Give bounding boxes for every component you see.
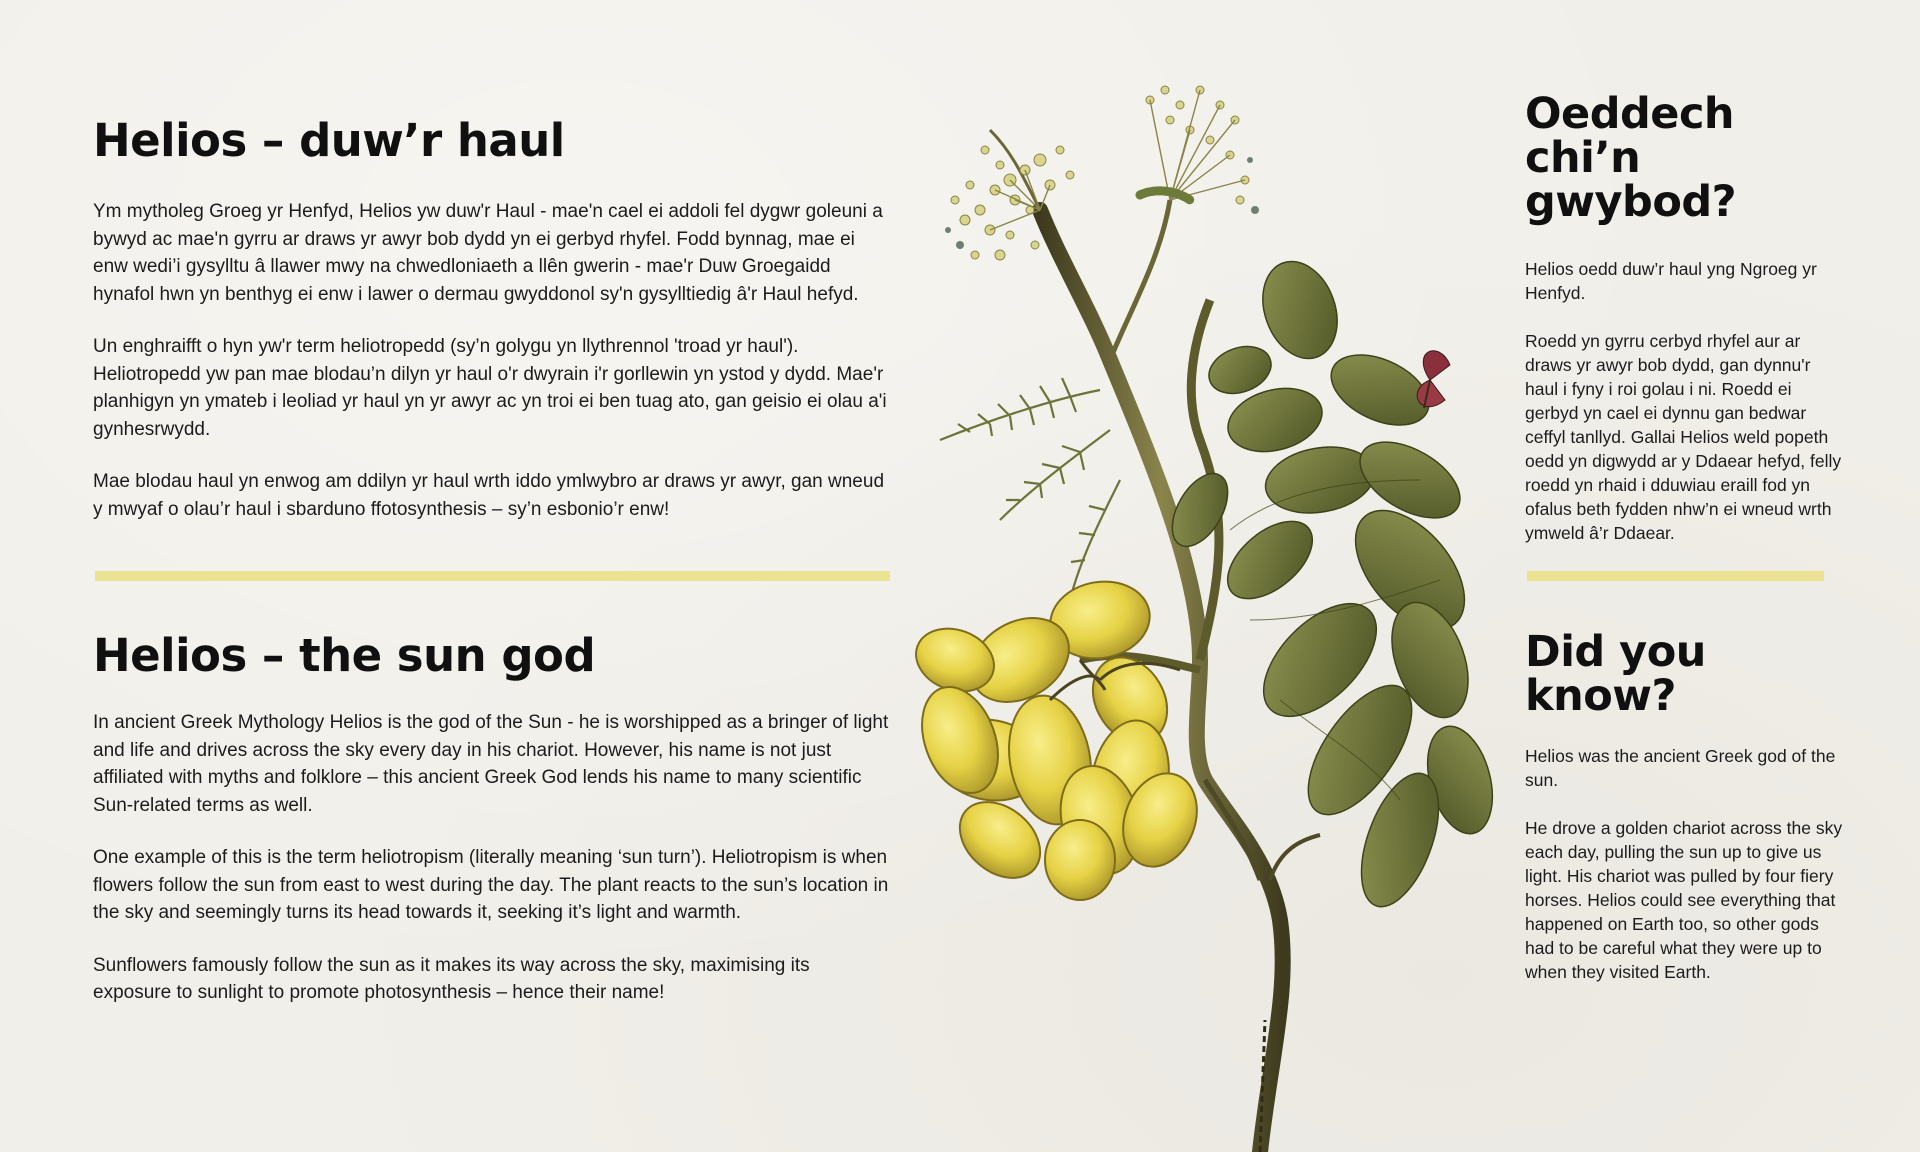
english-article [93, 630, 893, 1007]
fern-leaves [940, 378, 1120, 600]
welsh-article [93, 115, 893, 523]
welsh-aside-paragraph-2: Roedd yn gyrru cerbyd rhyfel aur ar draws yr awyr bob dydd, gan dynnu'r haul i fyny i roi golau i ni. Roedd ei gerbyd yn cael ei dynnu gan bedwar ceffyl tanllyd. Gallai Helios weld popeth oedd yn digwydd ar y Ddaear hefyd, felly roedd yn rhaid i dduwiau eraill fod yn ofalus beth fydden nhw’n ei wneud wrth ymweld â’r Ddaear. [1525, 331, 1842, 543]
left-divider [95, 571, 890, 581]
english-aside-paragraph-2: He drove a golden chariot across the sky each day, pulling the sun up to give us light. His chariot was pulled by four fiery horses. Helios could see everything that happened on Earth too, so other gods had to be careful what they were up to when they visited Earth. [1525, 818, 1843, 982]
flower-clusters [951, 86, 1249, 260]
english-article-title: Helios – the sun god [93, 629, 596, 682]
welsh-paragraph-3: Mae blodau haul yn enwog am ddilyn yr haul wrth iddo ymlwybro ar draws yr awyr, gan wneud y mwyaf o olau’r haul i sbarduno ffotosynthesis – sy’n esbonio’r enw! [93, 471, 885, 520]
english-did-you-know [1525, 627, 1845, 984]
english-paragraph-3: Sunflowers famously follow the sun as it makes its way across the sky, maximising its exposure to sunlight to promote photosynthesis – hence their name! [93, 954, 810, 1003]
right-divider [1527, 571, 1824, 581]
butterfly [1417, 351, 1450, 408]
welsh-article-body [93, 198, 893, 523]
caterpillar [1140, 191, 1190, 200]
welsh-article-title: Helios – duw’r haul [93, 114, 565, 167]
english-aside-paragraph-1: Helios was the ancient Greek god of the sun. [1525, 746, 1836, 790]
welsh-aside-paragraph-1: Helios oedd duw’r haul yng Ngroeg yr Henfyd. [1525, 259, 1817, 303]
botanical-lemon-branch-illustration [900, 60, 1520, 1152]
english-paragraph-2: One example of this is the term heliotropism (literally meaning ‘sun turn’). Heliotropism is when flowers follow the sun from east to west during the day. The plant reacts to the sun’s location in the sky and seemingly turns its head towards it, seeking it’s light and warmth. [93, 847, 889, 923]
welsh-paragraph-1: Ym mytholeg Groeg yr Henfyd, Helios yw duw'r Haul - mae'n cael ei addoli fel dygwr goleuni a bywyd ac mae'n gyrru ar draws yr awyr bob dydd yn ei gerbyd rhyfel. Fodd bynnag, mae ei enw wedi’i gysylltu â llawer mwy na chwedloniaeth a llên gwerin - mae'r Duw Groegaidd hynafol hwn yn benthyg ei enw i lawer o dermau gwyddonol sy'n gysylltiedig â'r Haul hefyd. [93, 201, 883, 305]
welsh-did-you-know [1525, 89, 1845, 545]
english-article-body [93, 709, 893, 1007]
english-aside-body [1525, 744, 1845, 984]
english-paragraph-1: In ancient Greek Mythology Helios is the god of the Sun - he is worshipped as a bringer of light and life and drives across the sky every day in his chariot. However, his name is not just affiliated with myths and folklore – this ancient Greek God lends his name to many scientific Sun-related terms as well. [93, 712, 889, 816]
welsh-aside-body [1525, 257, 1845, 545]
lemon-cluster [907, 574, 1209, 900]
welsh-aside-title: Oeddech chi’n gwybod? [1525, 89, 1737, 227]
english-aside-title: Did you know? [1525, 627, 1706, 721]
welsh-paragraph-2: Un enghraifft o hyn yw'r term heliotropedd (sy’n golygu yn llythrennol 'troad yr haul'). Heliotropedd yw pan mae blodau’n dilyn yr haul o'r dwyrain i'r gorllewin yn ystod y dydd. Mae'r planhigyn yn ymateb i leoliad yr haul yn yr awyr ac yn troi ei ben tuag ato, gan geisio ei olau a'i gynhesrwydd. [93, 336, 887, 440]
